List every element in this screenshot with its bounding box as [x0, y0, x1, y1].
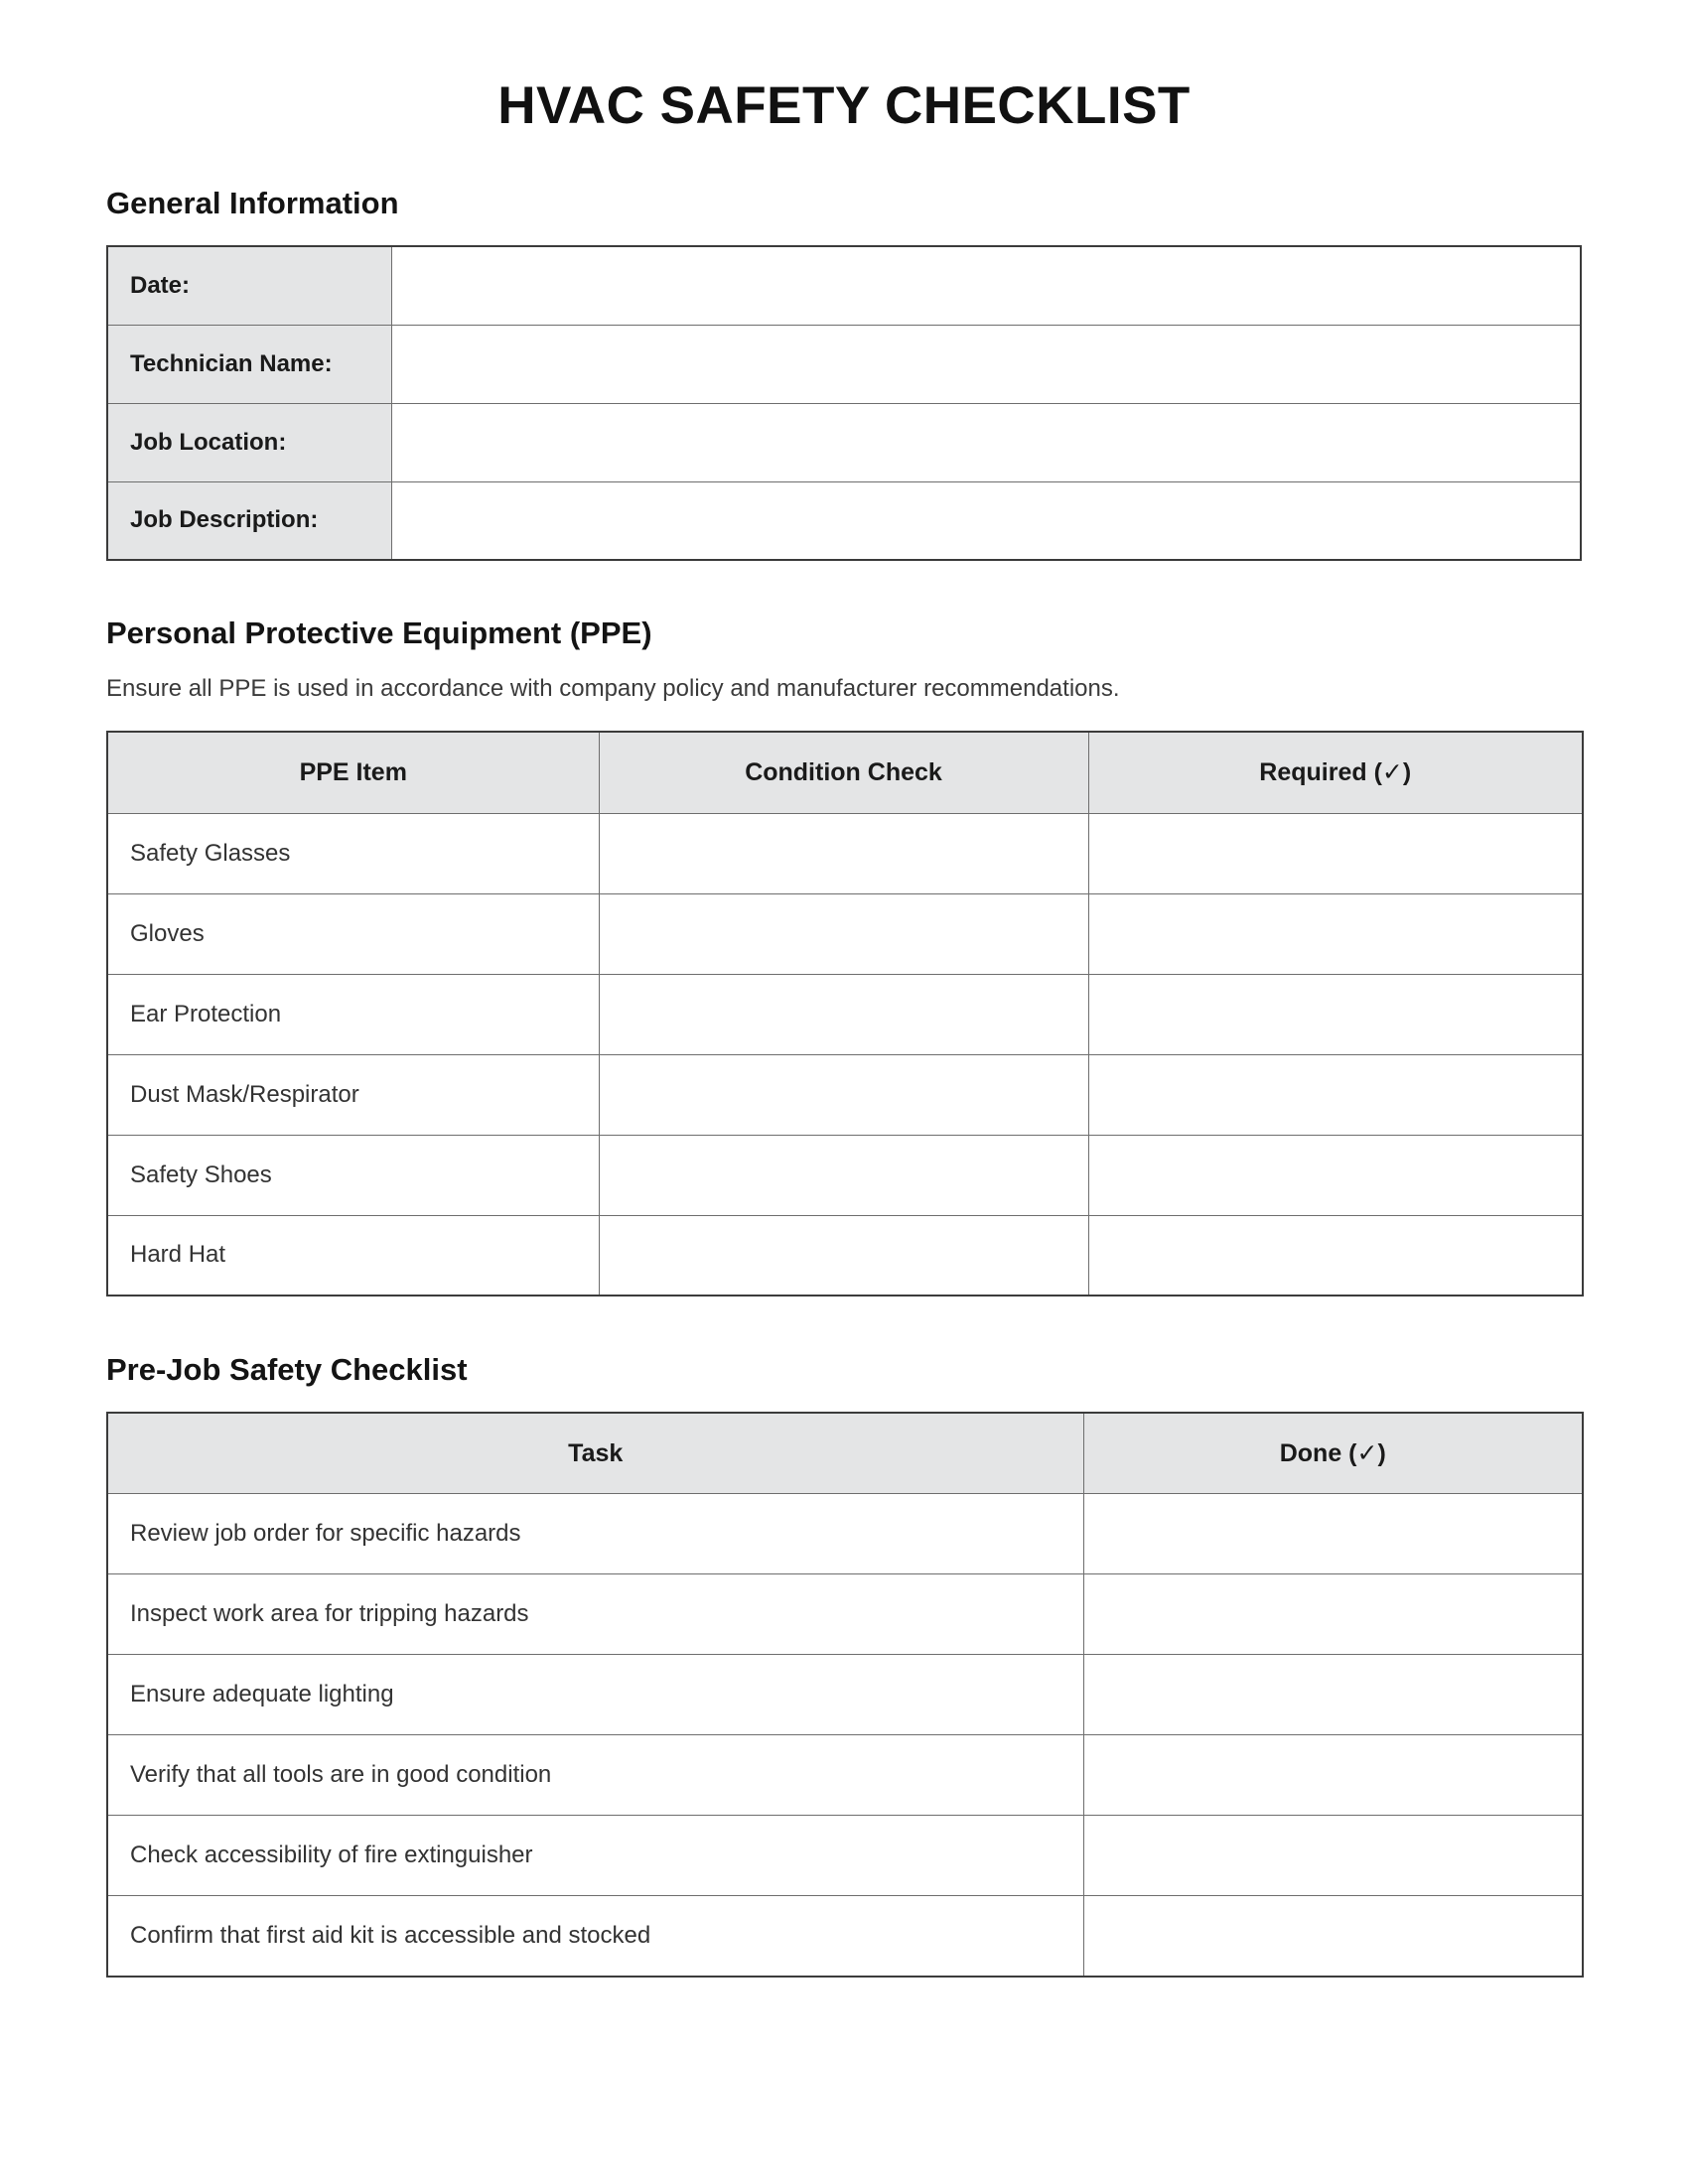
ppe-table	[106, 731, 1584, 1297]
field-label-job-location: Job Location:	[107, 403, 391, 481]
field-value-technician-name[interactable]	[391, 325, 1581, 403]
ppe-required-cell[interactable]	[1088, 1215, 1583, 1296]
table-row	[107, 1735, 1583, 1816]
ppe-condition-check-cell[interactable]	[599, 1135, 1088, 1215]
ppe-required-cell[interactable]	[1088, 1054, 1583, 1135]
ppe-item-name: Ear Protection	[107, 974, 599, 1054]
column-header-done-text: Done (	[1279, 1439, 1357, 1468]
prejob-task-name: Review job order for specific hazards	[107, 1494, 1083, 1574]
table-row	[107, 1054, 1583, 1135]
section-heading-general-information: General Information	[106, 186, 399, 221]
ppe-condition-check-cell[interactable]	[599, 1215, 1088, 1296]
table-row	[107, 974, 1583, 1054]
section-heading-prejob-safety-checklist: Pre-Job Safety Checklist	[106, 1352, 468, 1388]
column-header-required-suffix: )	[1402, 758, 1412, 787]
table-row	[107, 325, 1581, 403]
prejob-done-cell[interactable]	[1083, 1735, 1583, 1816]
table-row	[107, 813, 1583, 893]
ppe-required-cell[interactable]	[1088, 893, 1583, 974]
prejob-done-cell[interactable]	[1083, 1574, 1583, 1655]
checkmark-icon: ✓	[1381, 757, 1403, 787]
table-row	[107, 481, 1581, 560]
prejob-task-name: Inspect work area for tripping hazards	[107, 1574, 1083, 1655]
column-header-task: Task	[107, 1413, 1083, 1494]
prejob-task-name: Confirm that first aid kit is accessible and stocked	[107, 1896, 1083, 1977]
field-label-date: Date:	[107, 246, 391, 325]
table-row	[107, 1816, 1583, 1896]
field-value-date[interactable]	[391, 246, 1581, 325]
checkmark-icon: ✓	[1356, 1438, 1378, 1468]
ppe-subtitle: Ensure all PPE is used in accordance with company policy and manufacturer recommendations.	[106, 674, 1120, 702]
ppe-item-name: Dust Mask/Respirator	[107, 1054, 599, 1135]
ppe-condition-check-cell[interactable]	[599, 813, 1088, 893]
ppe-required-cell[interactable]	[1088, 1135, 1583, 1215]
prejob-task-name: Verify that all tools are in good condition	[107, 1735, 1083, 1816]
column-header-required-text: Required (	[1259, 758, 1382, 787]
table-row	[107, 246, 1581, 325]
table-row	[107, 893, 1583, 974]
field-label-job-description: Job Description:	[107, 481, 391, 560]
column-header-done-suffix: )	[1377, 1439, 1386, 1468]
ppe-condition-check-cell[interactable]	[599, 974, 1088, 1054]
column-header-required	[1088, 732, 1583, 813]
prejob-done-cell[interactable]	[1083, 1896, 1583, 1977]
prejob-task-name: Check accessibility of fire extinguisher	[107, 1816, 1083, 1896]
field-value-job-description[interactable]	[391, 481, 1581, 560]
page-title: HVAC SAFETY CHECKLIST	[497, 76, 1191, 135]
table-row	[107, 1896, 1583, 1977]
column-header-condition-check: Condition Check	[599, 732, 1088, 813]
prejob-safety-checklist-table	[106, 1412, 1584, 1978]
general-information-table	[106, 245, 1582, 561]
ppe-condition-check-cell[interactable]	[599, 893, 1088, 974]
table-row	[107, 1574, 1583, 1655]
table-row	[107, 403, 1581, 481]
ppe-item-name: Hard Hat	[107, 1215, 599, 1296]
table-row	[107, 1135, 1583, 1215]
prejob-task-name: Ensure adequate lighting	[107, 1655, 1083, 1735]
ppe-required-cell[interactable]	[1088, 813, 1583, 893]
table-row	[107, 1215, 1583, 1296]
section-heading-ppe: Personal Protective Equipment (PPE)	[106, 615, 652, 651]
ppe-item-name: Safety Glasses	[107, 813, 599, 893]
prejob-done-cell[interactable]	[1083, 1494, 1583, 1574]
field-value-job-location[interactable]	[391, 403, 1581, 481]
table-row	[107, 1494, 1583, 1574]
column-header-ppe-item: PPE Item	[107, 732, 599, 813]
prejob-done-cell[interactable]	[1083, 1655, 1583, 1735]
ppe-item-name: Gloves	[107, 893, 599, 974]
table-header-row	[107, 1413, 1583, 1494]
ppe-item-name: Safety Shoes	[107, 1135, 599, 1215]
field-label-technician-name: Technician Name:	[107, 325, 391, 403]
prejob-done-cell[interactable]	[1083, 1816, 1583, 1896]
ppe-condition-check-cell[interactable]	[599, 1054, 1088, 1135]
table-row	[107, 1655, 1583, 1735]
ppe-required-cell[interactable]	[1088, 974, 1583, 1054]
table-header-row	[107, 732, 1583, 813]
column-header-done	[1083, 1413, 1583, 1494]
